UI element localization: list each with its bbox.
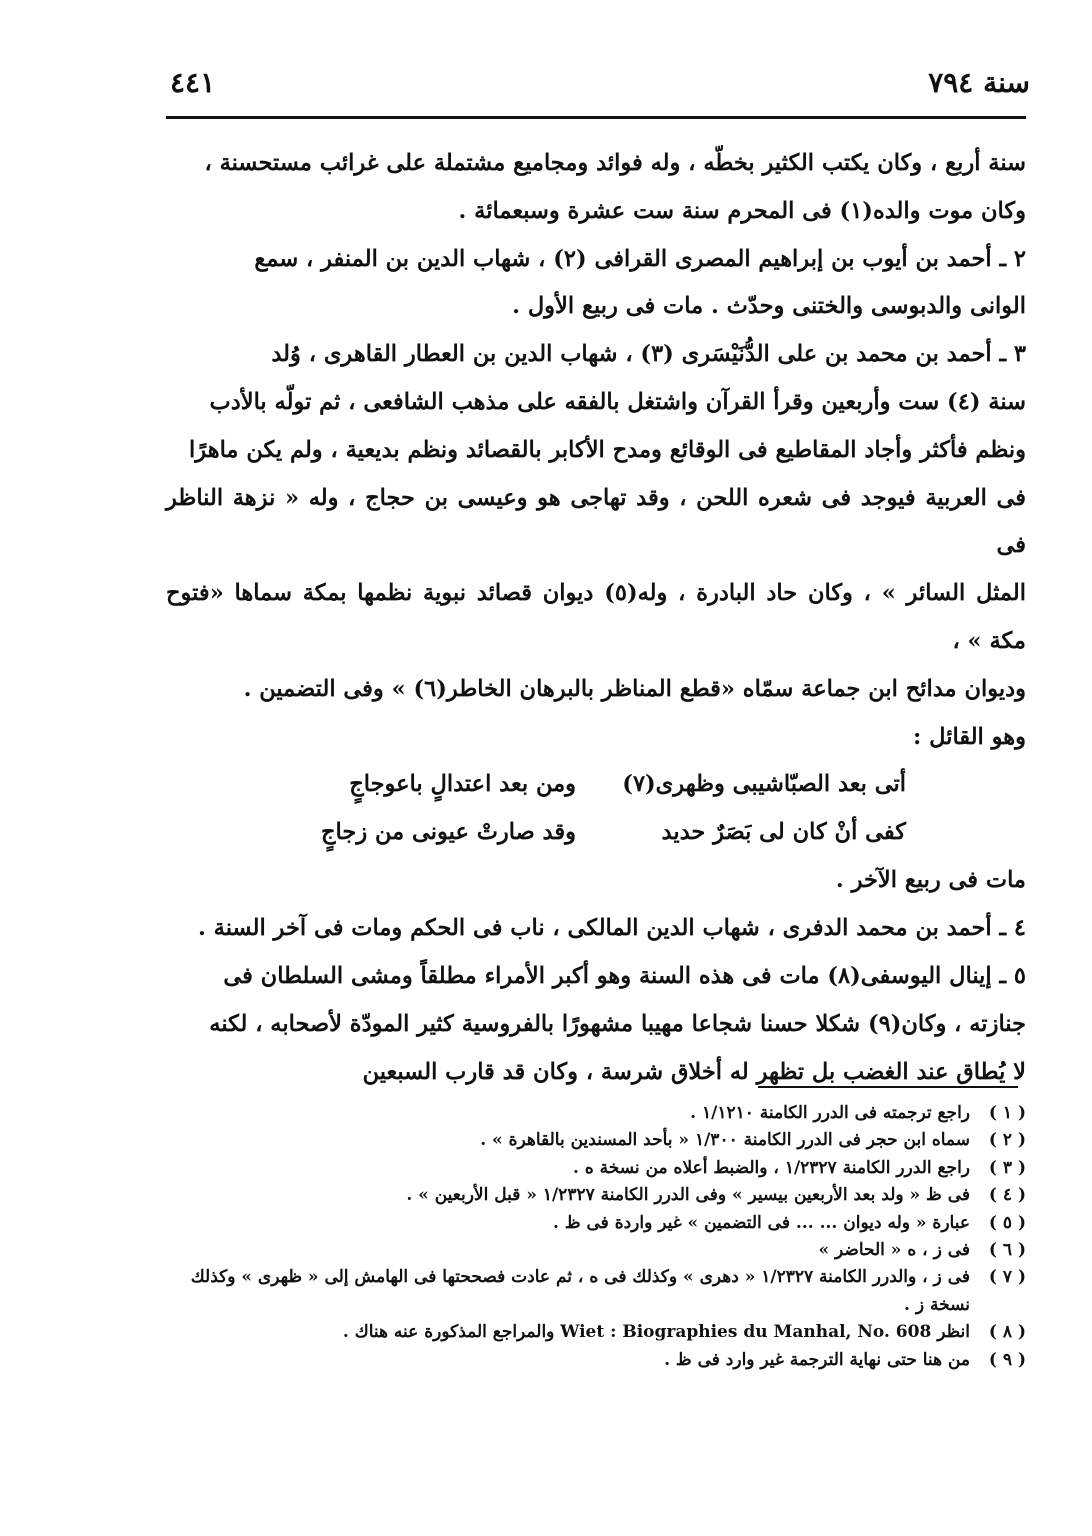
footnote bbox=[166, 1155, 1026, 1182]
footnote-number: ( ٦ ) bbox=[988, 1240, 1026, 1261]
page-number: ٤٤١ bbox=[170, 66, 216, 99]
footnote-text: انظر Wiet : Biographies du Manhal, No. 608 والمراجع المذكورة عنه هناك . bbox=[342, 1322, 970, 1343]
footnote bbox=[166, 1237, 1026, 1264]
text-line: وديوان مدائح ابن جماعة سمّاه «قطع المناظر بالبرهان الخاطر(٦) » وفى التضمين . bbox=[243, 675, 1026, 702]
verse-hemistich: كفى أنْ كان لى بَصَرٌ حديد bbox=[661, 819, 906, 846]
footnote bbox=[166, 1100, 1026, 1127]
text-line: جنازته ، وكان(٩) شكلا حسنا شجاعا مهيبا مشهورًا بالفروسية كثير المودّة لأصحابه ، لكنه bbox=[209, 1010, 1026, 1037]
text-line: ونظم فأكثر وأجاد المقاطيع فى الوقائع ومدح الأكابر بالقصائد ونظم بديعية ، ولم يكن ماهرًا bbox=[189, 436, 1026, 463]
verse-hemistich: وقد صارتْ عيونى من زجاجٍ bbox=[321, 819, 576, 846]
footnote-number: ( ٣ ) bbox=[988, 1157, 1026, 1178]
footnote bbox=[166, 1127, 1026, 1154]
footnote-number: ( ٤ ) bbox=[988, 1185, 1026, 1206]
verse-hemistich: ومن بعد اعتدالٍ باعوجاجٍ bbox=[349, 771, 576, 798]
footnote-text: فى ظ « ولد بعد الأربعين بيسير » وفى الدرر الكامنة ١/٢٣٢٧ « قبل الأربعين » . bbox=[406, 1185, 970, 1206]
text-line: مات فى ربيع الآخر . bbox=[835, 867, 1026, 894]
text-line: ٢ ـ أحمد بن أيوب بن إبراهيم المصرى القرافى (٢) ، شهاب الدين بن المنفر ، سمع bbox=[254, 245, 1026, 272]
footnote-text: راجع ترجمته فى الدرر الكامنة ١/١٢١٠ . bbox=[690, 1103, 970, 1123]
footnote-number: ( ٧ ) bbox=[988, 1267, 1026, 1288]
text-line: وكان موت والده(١) فى المحرم سنة ست عشرة وسبعمائة . bbox=[458, 197, 1026, 224]
text-line: وهو القائل : bbox=[913, 723, 1026, 750]
footnote bbox=[166, 1264, 1026, 1319]
header-year: سنة ٧٩٤ bbox=[928, 66, 1030, 99]
text-line: الوانى والدبوسى والختنى وحدّث . مات فى ربيع الأول . bbox=[512, 293, 1026, 320]
footnote-number: ( ١ ) bbox=[988, 1103, 1026, 1123]
footnote-text: راجع الدرر الكامنة ١/٢٣٢٧ ، والضبط أعلاه من نسخة ه . bbox=[573, 1157, 970, 1178]
footnote bbox=[166, 1347, 1026, 1374]
text-line: ٤ ـ أحمد بن محمد الدفرى ، شهاب الدين المالكى ، ناب فى الحكم ومات فى آخر السنة . bbox=[198, 915, 1026, 942]
poem-verses bbox=[166, 761, 1026, 857]
text-line: المثل السائر » ، وكان حاد البادرة ، وله(٥) ديوان قصائد نبوية نظمها بمكة سماها «فتوح مكة » ، bbox=[166, 580, 1026, 654]
footnote-text: سماه ابن حجر فى الدرر الكامنة ١/٣٠٠ « بأحد المسندين بالقاهرة » . bbox=[480, 1130, 970, 1151]
footnote-text: عبارة « وله ديوان ... ... فى التضمين » غير واردة فى ظ . bbox=[553, 1212, 970, 1233]
main-text bbox=[166, 140, 1026, 1096]
footnote-text: فى ز ، ه « الحاضر » bbox=[818, 1240, 970, 1261]
footnote-number: ( ٢ ) bbox=[988, 1130, 1026, 1151]
footnote bbox=[166, 1182, 1026, 1209]
footnote-number: ( ٥ ) bbox=[988, 1212, 1026, 1233]
text-line: سنة (٤) ست وأربعين وقرأ القرآن واشتغل بالفقه على مذهب الشافعى ، ثم تولّه بالأدب bbox=[209, 388, 1026, 415]
footnote-text: فى ز ، والدرر الكامنة ١/٢٣٢٧ « دهرى » وكذلك فى ه ، ثم عادت فصححتها فى الهامش إلى « ظهرى » وكذلك نسخة ز . bbox=[190, 1267, 970, 1315]
running-header bbox=[170, 66, 1030, 106]
header-rule bbox=[166, 116, 1026, 119]
text-line: لا يُطاق عند الغضب بل تظهر له أخلاق شرسة ، وكان قد قارب السبعين bbox=[362, 1058, 1026, 1085]
verse-hemistich: أتى بعد الصبّاشيبى وظهرى(٧) bbox=[622, 771, 906, 798]
footnote-text: من هنا حتى نهاية الترجمة غير وارد فى ظ . bbox=[664, 1349, 970, 1370]
footnote-rule bbox=[758, 1086, 1018, 1088]
verse-line bbox=[166, 809, 1026, 857]
footnote-number: ( ٨ ) bbox=[988, 1322, 1026, 1343]
footnote bbox=[166, 1210, 1026, 1237]
text-line: سنة أربع ، وكان يكتب الكثير بخطّه ، وله فوائد ومجاميع مشتملة على غرائب مستحسنة ، bbox=[204, 150, 1026, 176]
verse-line bbox=[166, 761, 1026, 809]
footnote-number: ( ٩ ) bbox=[988, 1349, 1026, 1370]
text-line: ٣ ـ أحمد بن محمد بن على الدُّنَيْسَرى (٣) ، شهاب الدين بن العطار القاهرى ، وُلد bbox=[271, 341, 1026, 368]
footnote bbox=[166, 1319, 1026, 1346]
text-line: ٥ ـ إينال اليوسفى(٨) مات فى هذه السنة وهو أكبر الأمراء مطلقاً ومشى السلطان فى bbox=[223, 962, 1026, 989]
text-line: فى العربية فيوجد فى شعره اللحن ، وقد تهاجى هو وعيسى بن حجاج ، وله « نزهة الناظر فى bbox=[166, 484, 1026, 559]
footnotes bbox=[166, 1100, 1026, 1374]
